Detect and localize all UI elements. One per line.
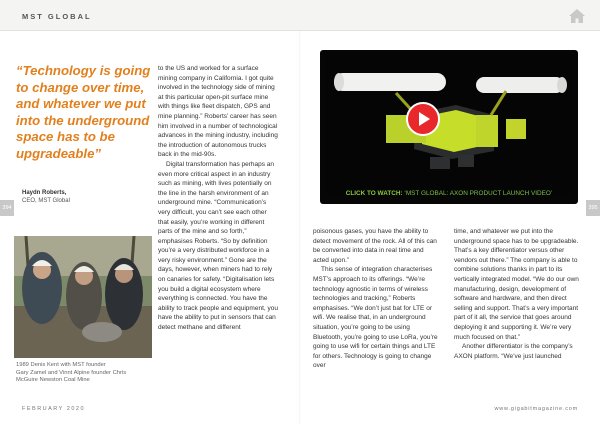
brand-label: MST GLOBAL <box>22 12 92 21</box>
play-button[interactable] <box>406 102 440 136</box>
pull-quote: “Technology is going to change over time, and whatever we put into the underground space has to be upgradeable” <box>16 63 151 161</box>
paragraph: Another differentiator is the company’s AXON platform. “We’ve just launched <box>454 343 573 360</box>
axon-product-render <box>326 55 572 195</box>
photo-caption <box>16 362 156 385</box>
spine-shadow <box>299 30 301 424</box>
video-cta[interactable]: CLICK TO WATCH: <box>345 190 403 197</box>
paragraph: poisonous gases, you have the ability to detect movement of the rock. All of this can be converted into data in real time and acted upon.” <box>313 228 437 264</box>
paragraph: Digital transformation has perhaps an even more critical aspect in an industry such as mining, with lives potentially on the line in the harsh environment of an underground mine. “Communication’s very difficult, you can’t see each other that easily, you’re working in different parts of the mine and so forth,” emphasises Roberts. “So by definition you’re a very distributed workforce in a very risky environment.” Gone are the days, however, when miners had to rely on canaries for safety. “Digitalisation lets you build a digital ecosystem where everything is connected. You have the ability to track people and equipment, you have the ability to put in sensors that can detect methane and different <box>158 160 278 332</box>
paragraph: This sense of integration characterises MST’s approach to its offerings. “We’re technology agnostic in terms of wireless technologies and tracking,” Roberts emphasises. “We don’t just bat for LTE or wifi. We realise that, in an underground situation, you’re going to be using Bluetooth, you’re going to use LoRa, you’re going to use wifi for certain things and LTE for others. Technology is going to change over <box>313 266 438 370</box>
paragraph: to the US and worked for a surface mining company in California. I got quite involved in the technology side of mining at this particular open-pit surface mine with things like fleet dispatch, GPS and mine planning.” Roberts’ career has seen him involved in a number of technological advances in the mining industry, including the introduction of autonomous trucks back in the mid-90s. <box>158 65 278 159</box>
body-column-2 <box>313 227 440 371</box>
video-embed[interactable] <box>320 50 578 204</box>
quote-author-title: CEO, MST Global <box>22 198 70 204</box>
page-number-right: 395 <box>586 200 600 216</box>
body-column-3 <box>454 227 581 361</box>
video-title[interactable]: ‘MST GLOBAL: AXON PRODUCT LAUNCH VIDEO’ <box>404 190 553 197</box>
top-bar <box>0 0 600 31</box>
caption-line: McGuire Newston Coal Mine <box>16 377 90 384</box>
miners-photo-illustration <box>14 236 152 358</box>
archival-photo <box>14 236 152 358</box>
home-icon[interactable] <box>568 8 586 24</box>
paragraph: time, and whatever we put into the underground space has to be upgradeable. That’s a key differentiator versus other vendors out there.” The company is able to combine solutions thanks in part to its vertically integrated model. “We do our own manufacturing, design, development of software and hardware, and then direct selling and support. That’s a very important part of it all, the service that goes around deploying it and supporting it. We’re very much focused on that.” <box>454 228 579 341</box>
video-caption[interactable] <box>320 190 578 197</box>
footer-url[interactable]: www.gigabitmagazine.com <box>494 406 578 412</box>
body-column-1 <box>158 64 279 333</box>
caption-line: 1989 Denis Kent with MST founder <box>16 362 106 368</box>
caption-line: Gary Zamel and Vinnt Alpine founder Chris <box>16 369 127 376</box>
footer-date: FEBRUARY 2020 <box>22 406 86 412</box>
quote-author-name: Haydn Roberts, <box>22 190 67 196</box>
page-number-left: 394 <box>0 200 14 216</box>
quote-attribution <box>22 189 70 205</box>
